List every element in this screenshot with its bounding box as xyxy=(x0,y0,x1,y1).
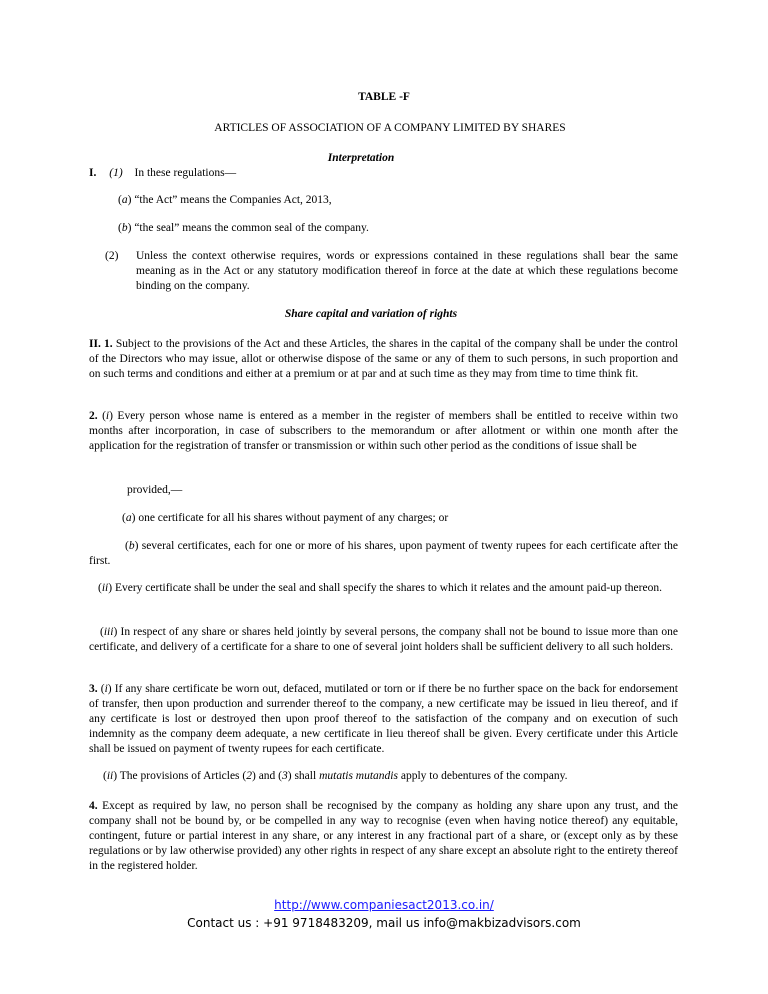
document-title: ARTICLES OF ASSOCIATION OF A COMPANY LIMITED BY SHARES xyxy=(214,122,566,134)
article-4 xyxy=(89,799,678,874)
article-number: 4. xyxy=(89,800,98,812)
article-number: 3. xyxy=(89,683,98,695)
article-ref: 3 xyxy=(282,770,288,782)
clause-i-1 xyxy=(89,166,236,181)
article-text: If any share certificate be worn out, defaced, mutilated or torn or if there be no further space on the back for endorsement of transfer, then upon production and surrender thereof to the company, a new certificate may be issued in lieu thereof, and if any certificate is lost or destroyed then upon proof thereof to the satisfaction of the company and on execution of such indemnity as the company deem adequate, a new certificate in lieu thereof shall be given. Every certificate under this Article shall be issued on payment of twenty rupees for each certificate. xyxy=(89,683,678,755)
sub-number-2: (2) xyxy=(105,250,119,262)
clause-text: In these regulations— xyxy=(134,167,237,179)
article-text: Subject to the provisions of the Act and these Articles, the shares in the capital of the company shall be under the control of the Directors who may issue, allot or otherwise dispose of the same or any of them to such persons, in such proportion and on such terms and conditions and either at a premium or at par and at such time as they may from time to time think fit. xyxy=(89,338,679,380)
item-label: i xyxy=(105,410,110,422)
item-label: a xyxy=(121,194,128,206)
item-label: a xyxy=(125,512,132,524)
item-text: ) and ( xyxy=(251,770,282,782)
article-2-b: (b) several certificates, each for one or more of his shares, upon payment of twenty rupees for each certificate after the first. xyxy=(89,540,678,567)
item-text: apply to debentures of the company. xyxy=(397,770,568,782)
article-ref: 2 xyxy=(246,770,252,782)
article-1 xyxy=(89,337,678,382)
item-label: b xyxy=(128,540,135,552)
interpretation-heading: Interpretation xyxy=(327,152,395,164)
article-2-a: (a) one certificate for all his shares without payment of any charges; or xyxy=(122,512,449,524)
article-3-ii: (ii) The provisions of Articles (2) and (3) shall mutatis mutandis apply to debentures of the company. xyxy=(103,770,568,782)
article-3-i: 3. (i) If any share certificate be worn out, defaced, mutilated or torn or if there be no further space on the back for endorsement of transfer, then upon production and surrender thereof to the company, a new certificate may be issued in lieu thereof, and if any certificate is lost or destroyed then upon proof thereof to the satisfaction of the company and on execution of such indemnity as the company deem adequate, a new certificate in lieu thereof shall be given. Every certificate under this Article shall be issued on payment of twenty rupees for each certificate. xyxy=(89,683,678,755)
article-text: Except as required by law, no person shall be recognised by the company as holding any share upon any trust, and the company shall not be bound by, or be compelled in any way to recognise (even when having notice thereof) any equitable, contingent, future or partial interest in any share, or any interest in any fractional part of a share, or (except only as by these regulations or by law otherwise provided) any other rights in respect of any share except an absolute right to the entirety thereof in the registered holder. xyxy=(89,800,678,872)
item-label: ii xyxy=(101,582,109,594)
definition-a: (a) “the Act” means the Companies Act, 2013, xyxy=(118,194,332,206)
item-text: In respect of any share or shares held jointly by several persons, the company shall not be bound to issue more than one certificate, and delivery of a certificate for a share to one of several joint holders shall be sufficient delivery to all such holders. xyxy=(89,626,678,653)
article-number: 2. xyxy=(89,410,98,422)
footer-url-row xyxy=(0,898,768,913)
item-text: The provisions of Articles ( xyxy=(117,770,247,782)
article-text: Every person whose name is entered as a member in the register of members shall be entitled to receive within two months after incorporation, in case of subscribers to the memorandum or after allotment or within one month after the application for the registration of transfer or transmission or within such other period as the conditions of issue shall be xyxy=(89,410,678,452)
item-label: i xyxy=(104,683,108,695)
article-2-ii: (ii) Every certificate shall be under the seal and shall specify the shares to which it relates and the amount paid-up thereon. xyxy=(98,582,662,594)
item-text: “the Act” means the Companies Act, 2013, xyxy=(131,194,332,206)
clause-i-2-text: Unless the context otherwise requires, words or expressions contained in these regulations shall bear the same meaning as in the Act or any statutory modification thereof in force at the date at which these regulations become binding on the company. xyxy=(136,250,678,292)
item-text: Every certificate shall be under the seal and shall specify the shares to which it relates and the amount paid-up thereon. xyxy=(112,582,662,594)
footer-contact: Contact us : +91 9718483209, mail us info@makbizadvisors.com xyxy=(187,916,581,930)
item-label: b xyxy=(121,222,128,234)
item-text: ) shall xyxy=(287,770,320,782)
clause-number: I. xyxy=(89,167,97,179)
article-2-i: 2. (i) Every person whose name is entered as a member in the register of members shall be entitled to receive within two months after incorporation, in case of subscribers to the memorandum or after allotment or within one month after the application for the registration of transfer or transmission or within such other period as the conditions of issue shall be xyxy=(89,410,678,452)
article-2-iii: (iii) In respect of any share or shares held jointly by several persons, the company shall not be bound to issue more than one certificate, and delivery of a certificate for a share to one of several joint holders shall be sufficient delivery to all such holders. xyxy=(89,626,678,653)
item-label: iii xyxy=(103,626,114,638)
provided-text: provided,— xyxy=(127,484,183,496)
item-text: one certificate for all his shares without payment of any charges; or xyxy=(135,512,449,524)
sub-number: (1) xyxy=(109,167,123,179)
item-label: ii xyxy=(106,770,114,782)
item-text: several certificates, each for one or more of his shares, upon payment of twenty rupees for each certificate after the first. xyxy=(89,540,678,567)
footer-url-link[interactable]: http://www.companiesact2013.co.in/ xyxy=(274,898,494,912)
table-label: TABLE -F xyxy=(358,91,410,103)
item-text: “the seal” means the common seal of the company. xyxy=(131,222,369,234)
definition-b: (b) “the seal” means the common seal of the company. xyxy=(118,222,369,234)
share-capital-heading: Share capital and variation of rights xyxy=(284,308,458,320)
latin-phrase: mutatis mutandis xyxy=(319,770,398,782)
article-number: II. 1. xyxy=(89,338,113,350)
